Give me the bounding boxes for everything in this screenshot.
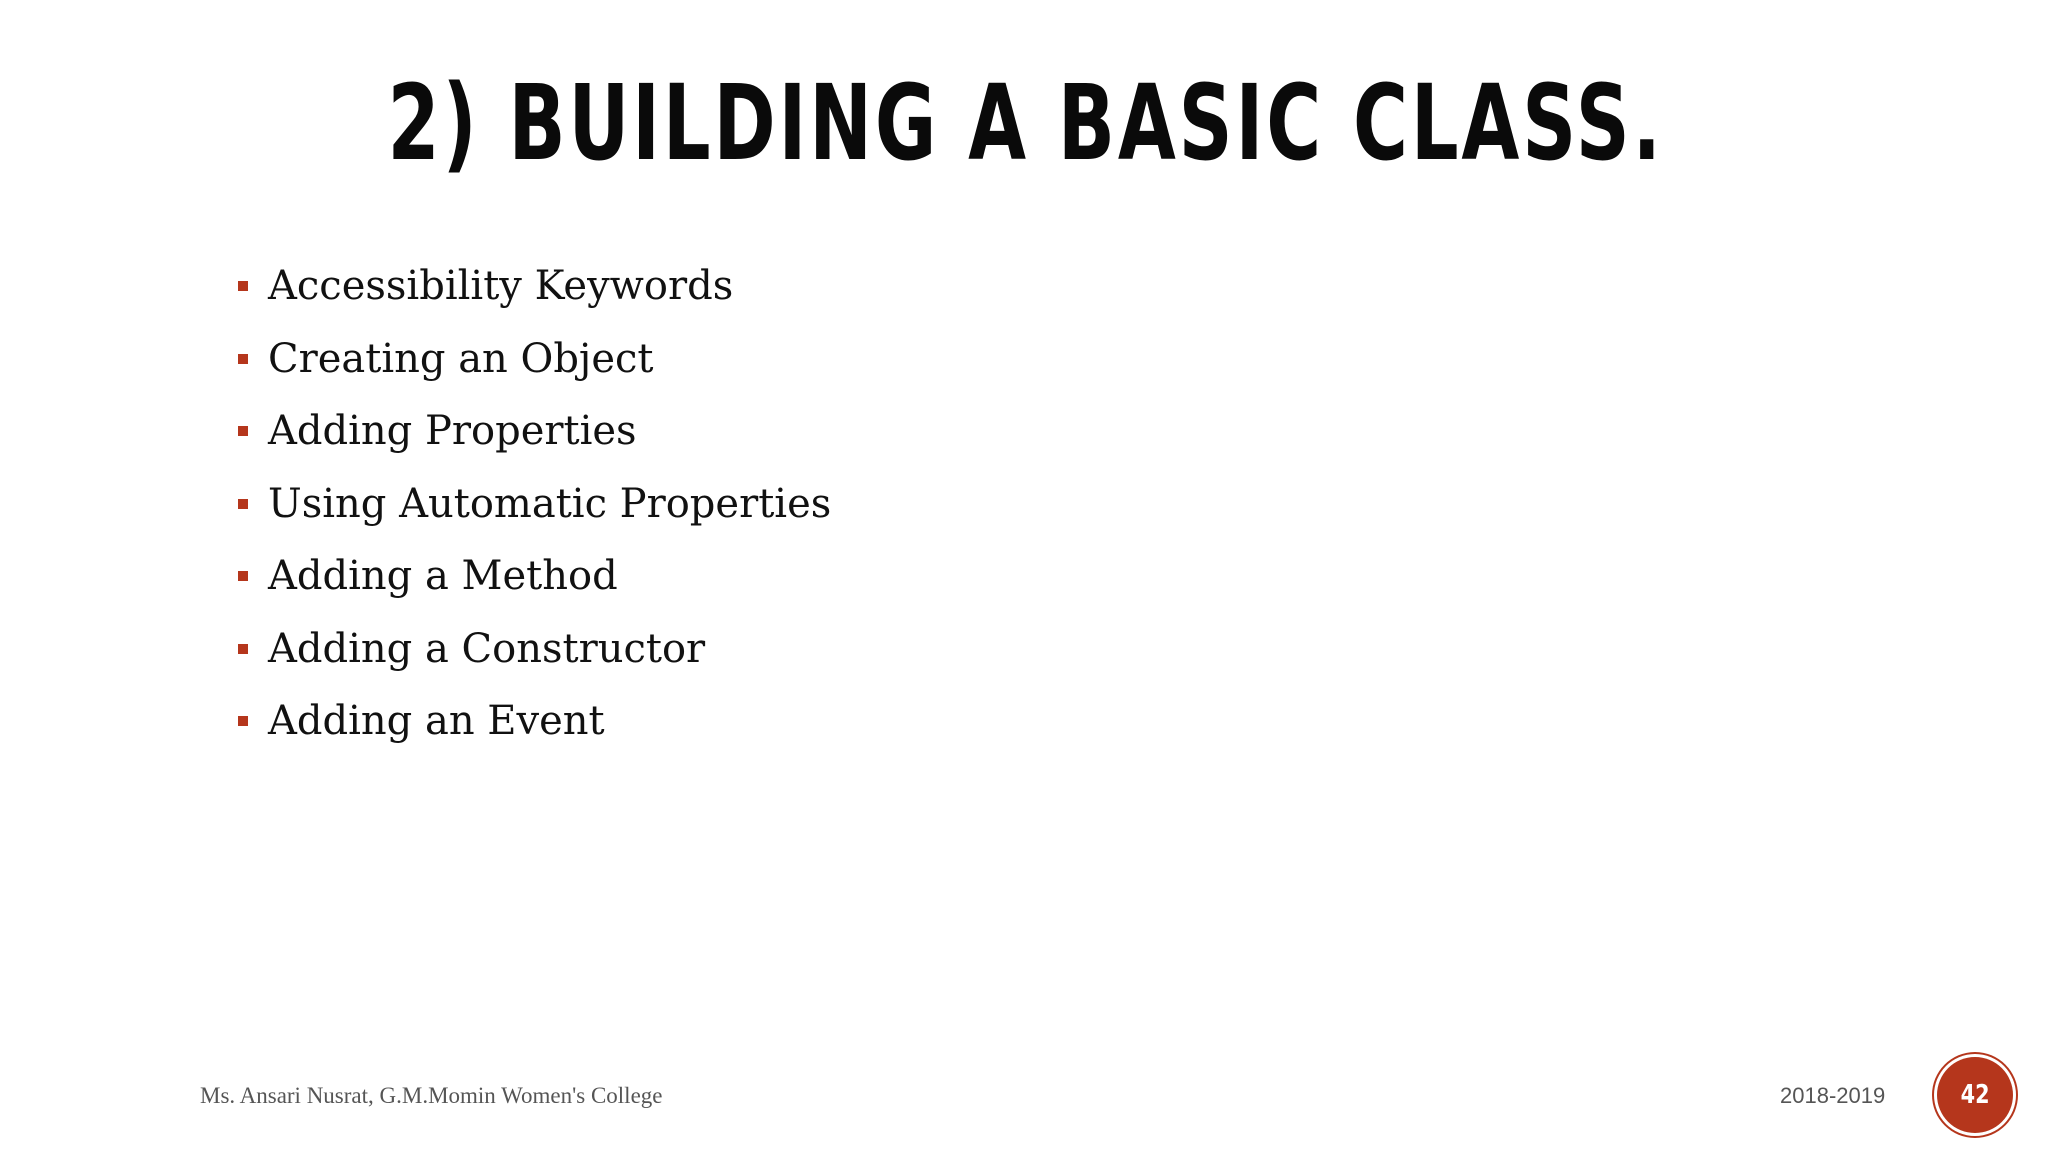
- footer-year: 2018-2019: [1780, 1083, 1886, 1108]
- footer-author: Ms. Ansari Nusrat, G.M.Momin Women's College: [200, 1083, 663, 1108]
- square-bullet-icon: [238, 354, 248, 364]
- square-bullet-icon: [238, 426, 248, 436]
- bullet-text: Creating an Object: [268, 335, 654, 382]
- slide-title: 2) BUILDING A BASIC CLASS.: [387, 62, 1664, 184]
- square-bullet-icon: [238, 281, 248, 291]
- bullet-item: [238, 540, 831, 613]
- bullet-text: Using Automatic Properties: [268, 480, 832, 527]
- bullet-item: [238, 250, 831, 323]
- square-bullet-icon: [238, 716, 248, 726]
- bullet-item: [238, 395, 831, 468]
- bullet-text: Adding a Method: [268, 553, 618, 600]
- square-bullet-icon: [238, 644, 248, 654]
- bullet-item: [238, 685, 831, 758]
- bullet-text: Adding an Event: [268, 698, 605, 745]
- page-number: 42: [1960, 1080, 1990, 1110]
- bullet-item: [238, 613, 831, 686]
- bullet-list: [238, 250, 831, 758]
- square-bullet-icon: [238, 499, 248, 509]
- bullet-text: Accessibility Keywords: [268, 263, 734, 310]
- square-bullet-icon: [238, 571, 248, 581]
- bullet-text: Adding a Constructor: [268, 625, 706, 672]
- bullet-item: [238, 468, 831, 541]
- bullet-item: [238, 323, 831, 396]
- bullet-text: Adding Properties: [268, 408, 637, 455]
- page-number-badge: [1937, 1057, 2013, 1133]
